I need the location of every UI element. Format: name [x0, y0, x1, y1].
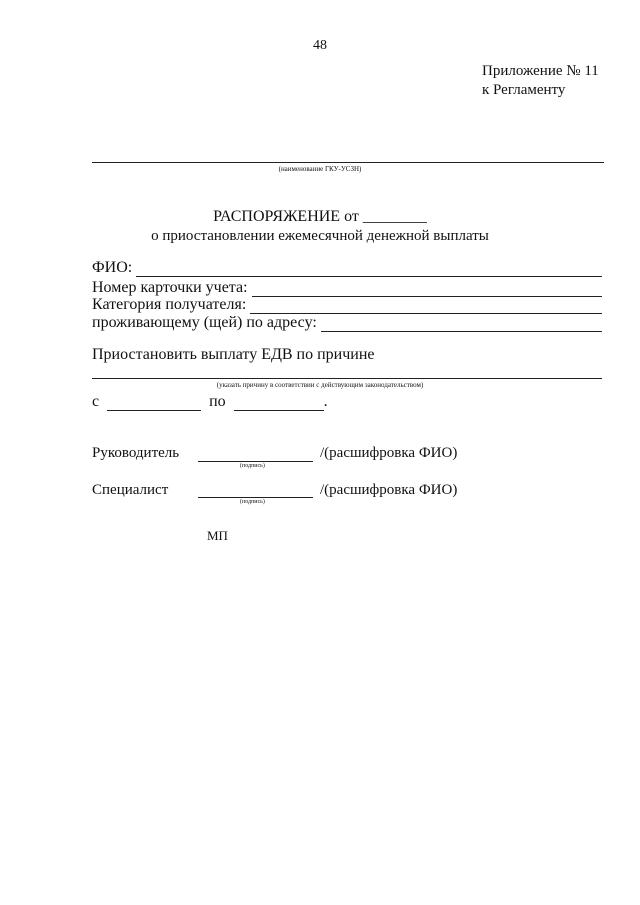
fio-field [92, 259, 602, 277]
reason-caption: (указать причину в соответствии с действующим законодательством) [216, 381, 424, 389]
recipient-category-label: Категория получателя: [92, 296, 247, 313]
suspension-reason-text: Приостановить выплату ЕДВ по причине [92, 346, 375, 363]
specialist-signature-row [92, 482, 168, 499]
address-field [92, 314, 602, 332]
stamp-place: МП [207, 528, 228, 543]
organization-name-caption: (наименование ГКУ-УСЗН) [278, 165, 362, 173]
address-blank-line [321, 318, 602, 332]
specialist-signature-line [198, 497, 313, 498]
appendix-header [482, 62, 599, 100]
appendix-number: Приложение № 11 [482, 63, 599, 79]
fio-blank-line [136, 263, 602, 277]
card-number-field [92, 279, 602, 297]
period-from-blank [107, 397, 201, 411]
page-number: 48 [313, 38, 327, 53]
organization-name-line [92, 162, 604, 163]
recipient-category-blank-line [250, 300, 602, 314]
specialist-signature-caption: (подпись) [240, 499, 265, 505]
document-title: РАСПОРЯЖЕНИЕ от ________ [213, 208, 427, 225]
period-end-dot: . [323, 393, 328, 410]
specialist-name-decode: /(расшифровка ФИО) [320, 482, 458, 498]
head-signature-row [92, 445, 179, 462]
specialist-role-label: Специалист [92, 482, 169, 498]
recipient-category-field [92, 296, 602, 314]
document-subtitle: о приостановлении ежемесячной денежной выплаты [151, 228, 489, 244]
appendix-reference: к Регламенту [482, 82, 566, 98]
period-to-label: по [209, 393, 226, 410]
head-name-decode: /(расшифровка ФИО) [320, 445, 458, 461]
card-number-label: Номер карточки учета: [92, 279, 248, 296]
period-from-label: с [92, 393, 100, 410]
head-signature-line [198, 461, 313, 462]
head-signature-caption: (подпись) [240, 463, 265, 469]
head-role-label: Руководитель [92, 445, 180, 461]
card-number-blank-line [252, 283, 602, 297]
address-label: проживающему (щей) по адресу: [92, 314, 317, 331]
reason-blank-line [92, 378, 602, 379]
period-to-blank [234, 397, 324, 411]
fio-label: ФИО: [92, 259, 133, 276]
suspension-period [92, 393, 328, 411]
